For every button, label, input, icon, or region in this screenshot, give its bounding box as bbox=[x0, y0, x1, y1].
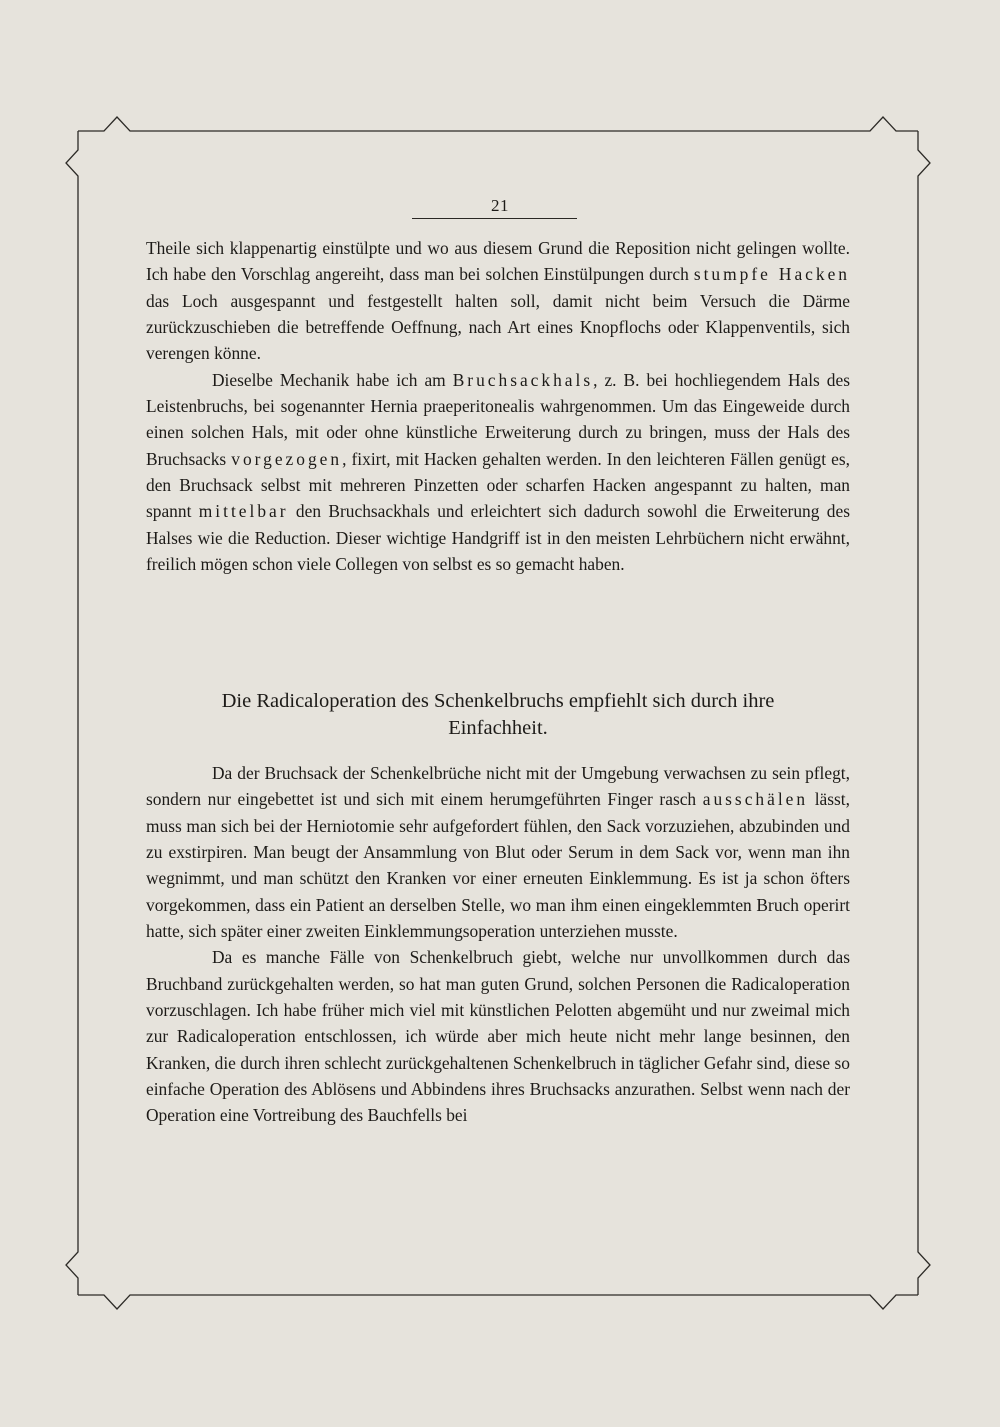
page-number-rule bbox=[412, 218, 577, 219]
text-run: , z. B. bei hochliegendem Hals des Leistenbruchs, bei sogenannter Hernia praeperitonealis wahrgenommen. Um das Eingeweide durch einen solchen Hals, mit oder ohne künstliche Erweiterung durch zu bringen, muss der Hals des Bruchsacks bbox=[146, 369, 850, 469]
text-run: lässt, muss man sich bei der Herniotomie sehr aufgefordert fühlen, den Sack vorzuziehen, abzubinden und zu exstirpiren. Man beugt der Ansammlung von Blut oder Serum in dem Sack vor, wenn man ihn wegnimmt, und man schützt den Kranken vor einer erneuten Einklemmung. Es ist ja schon öfters vorgekommen, dass ein Patient an derselben Stelle, wo man ihm einen eingeklemmten Bruch operirt hatte, sich später einer zweiten Einklemmungsoperation unterziehen musste. bbox=[146, 789, 850, 942]
border-top bbox=[78, 117, 918, 131]
emphasis-spaced: Bruchsackhals bbox=[452, 369, 594, 390]
paragraph bbox=[146, 367, 850, 578]
text-run: den Bruchsackhals und erleichtert sich dadurch sowohl die Erweiterung des Halses wie die Reduction. Dieser wichtige Handgriff ist in den meisten Lehrbüchern nicht erwähnt, freilich mögen schon viele Collegen von selbst es so gemacht haben. bbox=[146, 501, 850, 575]
page-number: 21 bbox=[491, 196, 509, 215]
body-text-top bbox=[146, 235, 850, 577]
emphasis-spaced: stumpfe Hacken bbox=[693, 264, 850, 285]
border-bottom bbox=[78, 1295, 918, 1309]
text-run: Da es manche Fälle von Schenkelbruch giebt, welche nur unvollkommen durch das Bruchband zurückgehalten werden, so hat man guten Grund, solchen Personen die Radicaloperation vorzuschlagen. Ich habe früher mich viel mit künstlichen Pelotten abgemüht und nur zweimal mich zur Radicaloperation entschlossen, ich würde aber mich heute nicht mehr lange besinnen, den Kranken, die durch ihren schlecht zurückgehaltenen Schenkelbruch in täglicher Gefahr sind, diese so einfache Operation des Ablösens und Abbindens ihres Bruchsacks anzurathen. Selbst wenn nach der Operation eine Vortreibung des Bauchfells bei bbox=[146, 947, 850, 1126]
text-run: , fixirt, mit Hacken gehalten werden. In den leichteren Fällen genügt es, den Bruchsack selbst mit mehreren Pinzetten oder scharfen Hacken angespannt zu halten, man spannt bbox=[146, 448, 850, 522]
text-run: Da der Bruchsack der Schenkelbrüche nicht mit der Umgebung verwachsen zu sein pflegt, sondern nur eingebettet ist und sich mit einem herumgeführten Finger rasch bbox=[146, 763, 850, 810]
border-right bbox=[918, 131, 930, 1295]
heading-line: Die Radicaloperation des Schenkelbruchs empfiehlt sich durch ihre bbox=[221, 690, 775, 712]
section-heading bbox=[146, 688, 850, 742]
paragraph bbox=[146, 944, 850, 1128]
text-run: das Loch ausgespannt und festgestellt halten soll, damit nicht beim Versuch die Därme zurückzuschieben die betreffende Oeffnung, nach Art eines Knopflochs oder Klappenventils, sich verengen könne. bbox=[146, 290, 850, 364]
text-run: Theile sich klappenartig einstülpte und wo aus diesem Grund die Reposition nicht gelingen wollte. Ich habe den Vorschlag angereiht, dass man bei solchen Einstülpungen durch bbox=[146, 238, 850, 285]
body-text-bottom bbox=[146, 760, 850, 1129]
emphasis-spaced: mittelbar bbox=[198, 501, 289, 522]
heading-line: Einfachheit. bbox=[448, 717, 548, 739]
paragraph bbox=[146, 760, 850, 944]
paragraph bbox=[146, 235, 850, 367]
emphasis-spaced: vorgezogen bbox=[231, 448, 343, 469]
text-run: Dieselbe Mechanik habe ich am bbox=[212, 369, 453, 390]
border-left bbox=[66, 131, 78, 1295]
emphasis-spaced: ausschälen bbox=[702, 789, 809, 810]
